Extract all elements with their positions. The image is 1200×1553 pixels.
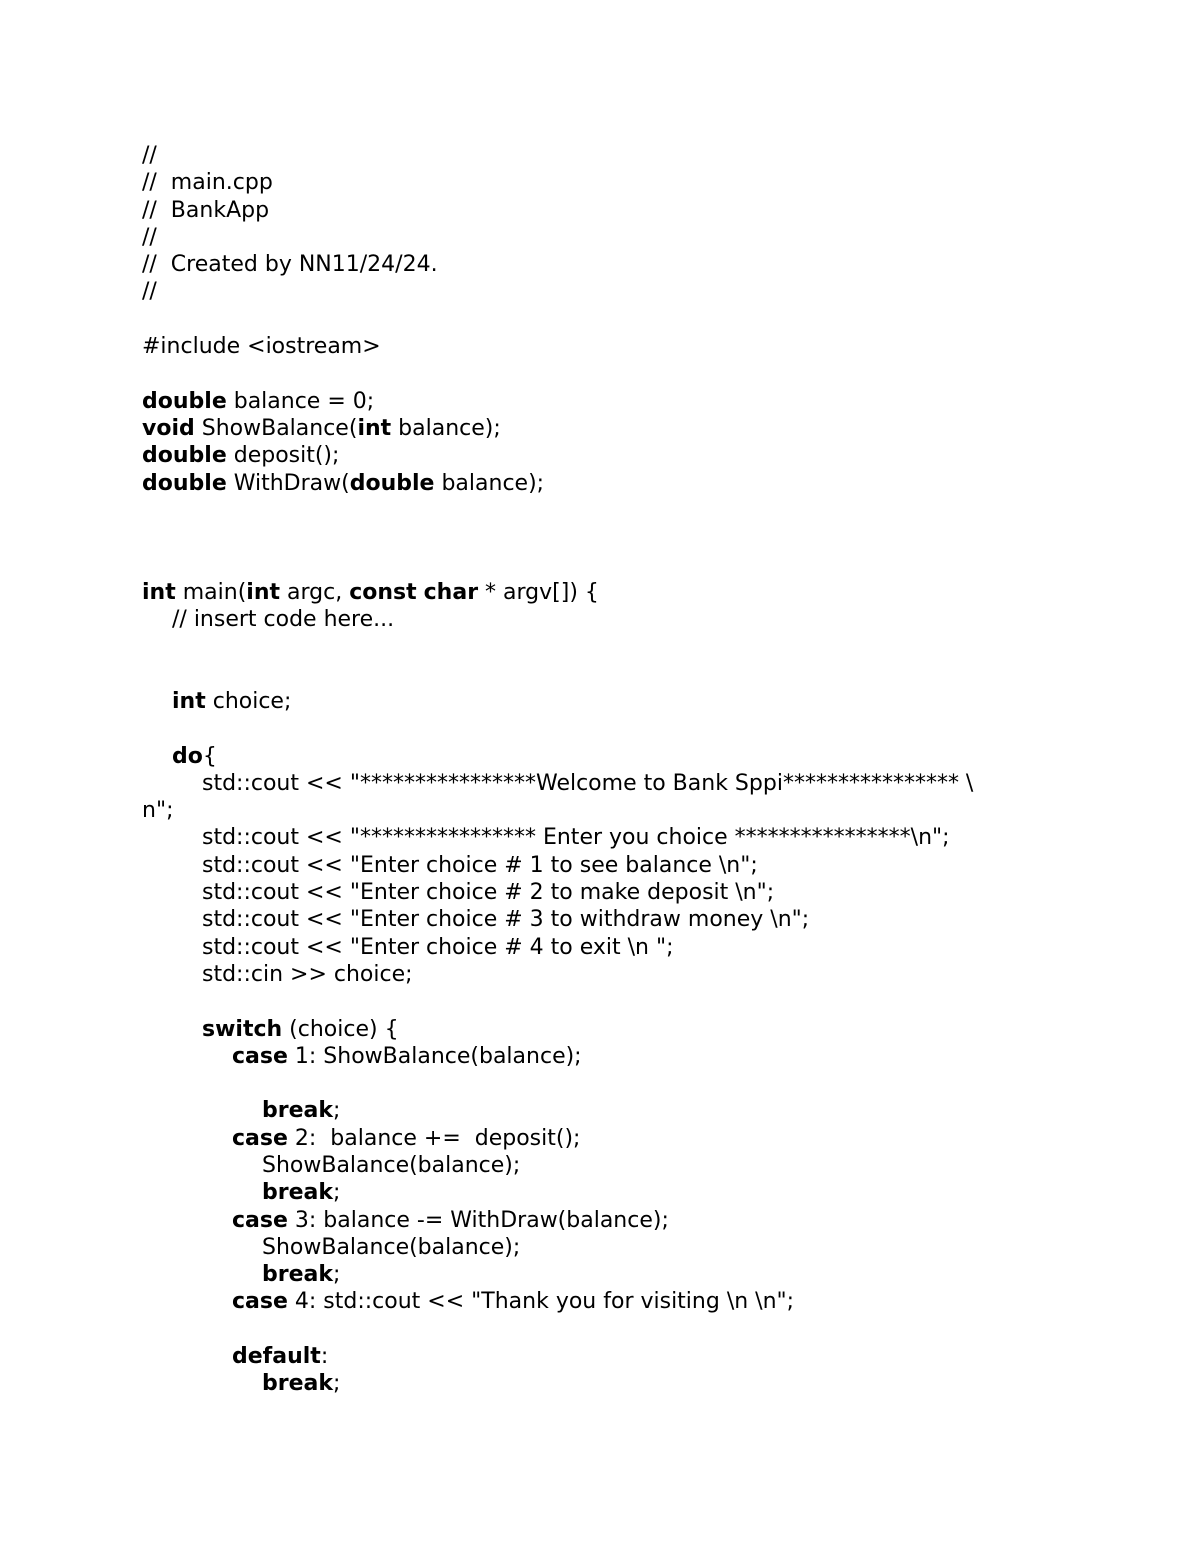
code-line bbox=[142, 1016, 1062, 1043]
code-keyword: double bbox=[349, 470, 435, 496]
code-text: ; bbox=[333, 1180, 341, 1206]
code-line bbox=[142, 879, 1062, 906]
code-keyword: case bbox=[232, 1043, 288, 1069]
code-line bbox=[142, 770, 1062, 797]
code-keyword: void bbox=[142, 415, 195, 441]
code-keyword: case bbox=[232, 1207, 288, 1233]
code-text: #include <iostream> bbox=[142, 334, 381, 360]
code-line bbox=[142, 415, 1062, 442]
code-keyword: do bbox=[172, 743, 203, 769]
code-text: choice; bbox=[205, 688, 292, 714]
code-line bbox=[142, 579, 1062, 606]
code-text: // main.cpp bbox=[142, 170, 273, 196]
code-keyword: int bbox=[246, 579, 281, 605]
code-text: balance); bbox=[434, 470, 545, 496]
code-line bbox=[142, 388, 1062, 415]
code-text: std::cout << "**************** Enter you choice ****************\n"; bbox=[202, 825, 950, 851]
code-text: // insert code here... bbox=[172, 607, 395, 633]
code-line bbox=[142, 1343, 1062, 1370]
code-line bbox=[142, 1179, 1062, 1206]
code-line bbox=[142, 360, 1062, 387]
code-line bbox=[142, 306, 1062, 333]
code-keyword: const bbox=[349, 579, 417, 605]
code-keyword: break bbox=[262, 1098, 333, 1124]
code-text: WithDraw( bbox=[226, 470, 350, 496]
code-line bbox=[142, 1234, 1062, 1261]
code-line bbox=[142, 169, 1062, 196]
code-text: 2: balance += deposit(); bbox=[287, 1125, 581, 1151]
code-keyword: double bbox=[142, 388, 227, 414]
code-text: 4: std::cout << "Thank you for visiting \n \n"; bbox=[287, 1289, 795, 1315]
code-line bbox=[142, 1152, 1062, 1179]
code-keyword: switch bbox=[202, 1016, 283, 1042]
code-text: std::cout << "Enter choice # 2 to make deposit \n"; bbox=[202, 880, 775, 906]
code-line bbox=[142, 551, 1062, 578]
code-text: balance); bbox=[391, 415, 501, 441]
code-line bbox=[142, 688, 1062, 715]
code-text: ; bbox=[333, 1262, 341, 1288]
code-keyword: int bbox=[172, 688, 206, 714]
code-text: argc, bbox=[280, 579, 350, 605]
code-text: (choice) { bbox=[282, 1016, 399, 1042]
code-text: // Created by NN11/24/24. bbox=[142, 252, 438, 278]
code-line bbox=[142, 961, 1062, 988]
code-line bbox=[142, 278, 1062, 305]
code-listing bbox=[142, 142, 1062, 1398]
code-line bbox=[142, 934, 1062, 961]
code-line bbox=[142, 333, 1062, 360]
code-text: // bbox=[142, 279, 157, 305]
code-keyword: case bbox=[232, 1125, 288, 1151]
code-line bbox=[142, 497, 1062, 524]
code-text: // bbox=[142, 224, 157, 250]
code-line bbox=[142, 633, 1062, 660]
code-text: // BankApp bbox=[142, 197, 270, 223]
code-line bbox=[142, 1316, 1062, 1343]
code-line bbox=[142, 224, 1062, 251]
code-line bbox=[142, 1070, 1062, 1097]
code-text: ShowBalance(balance); bbox=[262, 1234, 521, 1260]
code-line bbox=[142, 1370, 1062, 1397]
code-line bbox=[142, 251, 1062, 278]
code-text: deposit(); bbox=[226, 443, 340, 469]
code-line bbox=[142, 442, 1062, 469]
code-line bbox=[142, 1125, 1062, 1152]
code-line bbox=[142, 797, 1062, 824]
code-text: std::cout << "Enter choice # 3 to withdraw money \n"; bbox=[202, 907, 810, 933]
code-line bbox=[142, 661, 1062, 688]
code-line bbox=[142, 1288, 1062, 1315]
code-keyword: default bbox=[232, 1344, 321, 1370]
code-text: * argv[]) { bbox=[478, 579, 599, 605]
code-line bbox=[142, 824, 1062, 851]
code-text: : bbox=[320, 1344, 329, 1370]
code-line bbox=[142, 852, 1062, 879]
code-text: std::cout << "****************Welcome to Bank Sppi**************** \ bbox=[202, 770, 974, 796]
code-line bbox=[142, 524, 1062, 551]
code-text: std::cin >> choice; bbox=[202, 961, 413, 987]
code-keyword: char bbox=[423, 579, 479, 605]
code-line bbox=[142, 1043, 1062, 1070]
code-text bbox=[417, 580, 424, 605]
code-text: n"; bbox=[142, 798, 174, 824]
code-text: std::cout << "Enter choice # 4 to exit \n "; bbox=[202, 934, 674, 960]
code-text: { bbox=[202, 743, 217, 769]
code-text: 1: ShowBalance(balance); bbox=[287, 1043, 582, 1069]
code-line bbox=[142, 715, 1062, 742]
code-text: ; bbox=[333, 1098, 341, 1124]
code-text: std::cout << "Enter choice # 1 to see balance \n"; bbox=[202, 852, 758, 878]
code-line bbox=[142, 1261, 1062, 1288]
code-line bbox=[142, 1097, 1062, 1124]
code-text: // bbox=[142, 143, 157, 168]
code-line bbox=[142, 606, 1062, 633]
code-text: main( bbox=[175, 579, 247, 605]
code-keyword: double bbox=[142, 470, 227, 496]
code-line bbox=[142, 470, 1062, 497]
code-line bbox=[142, 988, 1062, 1015]
code-line bbox=[142, 197, 1062, 224]
code-line bbox=[142, 1207, 1062, 1234]
code-text: balance = 0; bbox=[226, 388, 375, 414]
code-keyword: int bbox=[142, 579, 176, 605]
code-keyword: double bbox=[142, 443, 227, 469]
code-line bbox=[142, 906, 1062, 933]
code-keyword: break bbox=[262, 1371, 333, 1397]
code-keyword: break bbox=[262, 1262, 333, 1288]
code-line bbox=[142, 743, 1062, 770]
code-text: ; bbox=[333, 1371, 341, 1397]
code-keyword: case bbox=[232, 1289, 288, 1315]
code-line bbox=[142, 142, 1062, 169]
code-keyword: int bbox=[357, 415, 392, 441]
code-keyword: break bbox=[262, 1180, 333, 1206]
code-text: 3: balance -= WithDraw(balance); bbox=[287, 1207, 669, 1233]
code-text: ShowBalance(balance); bbox=[262, 1152, 521, 1178]
code-text: ShowBalance( bbox=[194, 415, 358, 441]
